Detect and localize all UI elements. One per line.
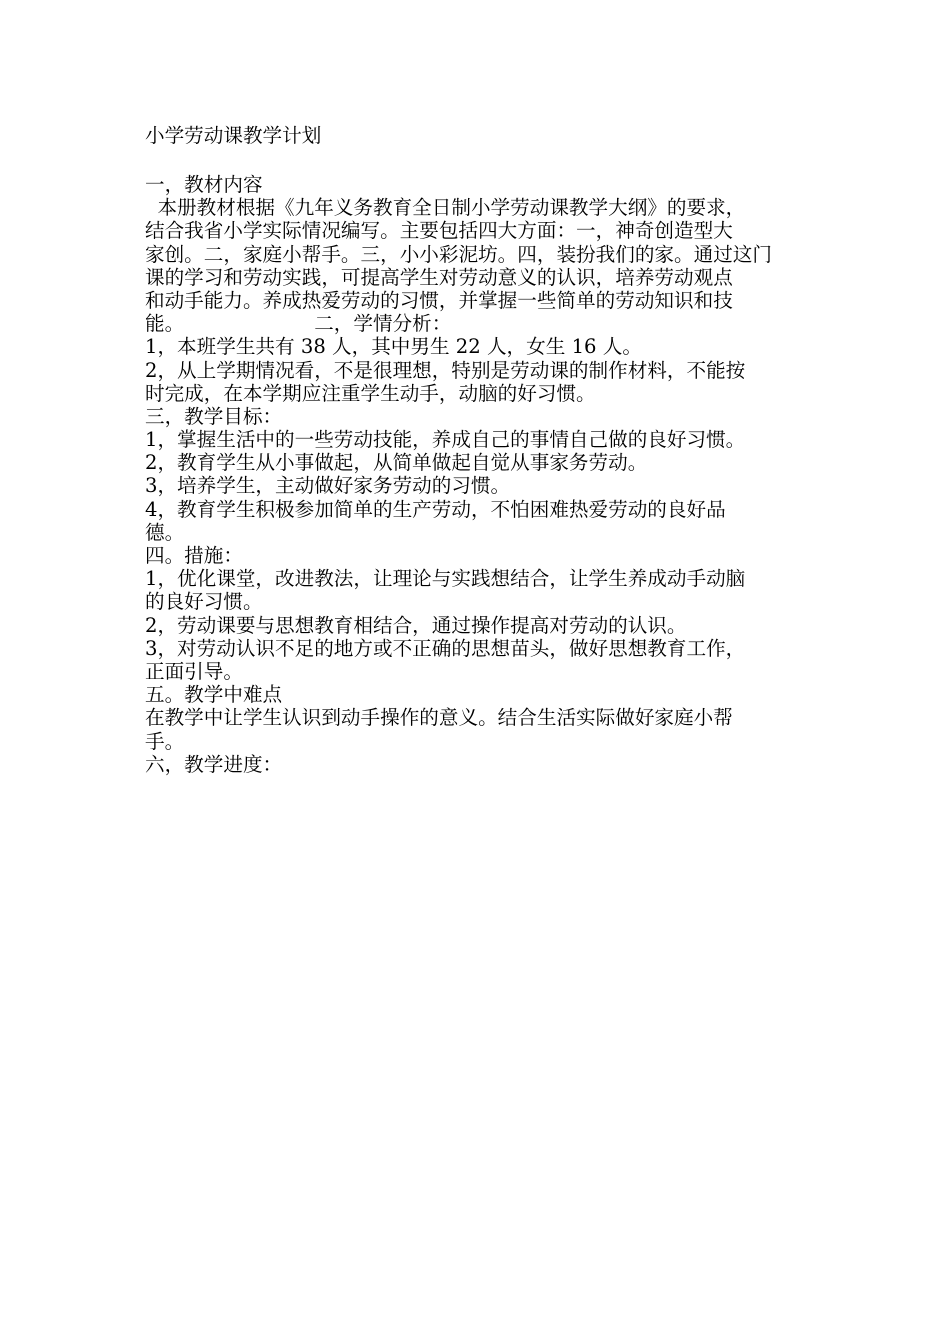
measure-line-5: 正面引导。	[145, 659, 243, 683]
intro-line-1: 本册教材根据《九年义务教育全日制小学劳动课教学大纲》的要求，	[145, 196, 746, 220]
section-heading-student-analysis: 二，学情分析：	[314, 312, 452, 336]
title-spacer	[145, 149, 810, 173]
intro-line-4: 课的学习和劳动实践，可提高学生对劳动意义的认识，培养劳动观点	[145, 265, 733, 289]
measure-line-3: 2，劳动课要与思想教育相结合，通过操作提高对劳动的认识。	[145, 613, 687, 637]
analysis-line-3: 时完成，在本学期应注重学生动手，动脑的好习惯。	[145, 381, 596, 405]
document-page	[145, 122, 810, 776]
goal-line-1: 1，掌握生活中的一些劳动技能，养成自己的事情自己做的良好习惯。	[145, 428, 746, 452]
intro-line-3: 家创。二，家庭小帮手。三，小小彩泥坊。四，装扮我们的家。通过这门	[145, 242, 772, 266]
section-heading-materials: 一，教材内容	[145, 173, 263, 196]
measure-line-2: 的良好习惯。	[145, 590, 263, 614]
goal-line-5: 德。	[145, 520, 185, 544]
measure-line-4: 3，对劳动认识不足的地方或不正确的思想苗头，做好思想教育工作，	[145, 636, 746, 660]
analysis-line-1: 1，本班学生共有 38 人，其中男生 22 人，女生 16 人。	[145, 335, 642, 359]
difficulty-line-1: 在教学中让学生认识到动手操作的意义。结合生活实际做好家庭小帮	[145, 706, 733, 730]
difficulty-line-2: 手。	[145, 729, 185, 753]
intro-last-line	[145, 312, 810, 335]
goal-line-2: 2，教育学生从小事做起，从简单做起自觉从事家务劳动。	[145, 451, 648, 475]
goal-line-3: 3，培养学生，主动做好家务劳动的习惯。	[145, 474, 511, 498]
section-heading-measures: 四。措施：	[145, 544, 243, 567]
section-heading-goals: 三，教学目标：	[145, 404, 283, 428]
intro-line-5: 和动手能力。养成热爱劳动的习惯，并掌握一些简单的劳动知识和技	[145, 288, 733, 312]
goal-line-4: 4，教育学生积极参加简单的生产劳动，不怕困难热爱劳动的良好品	[145, 497, 726, 521]
measure-line-1: 1，优化课堂，改进教法，让理论与实践想结合，让学生养成动手动脑	[145, 567, 746, 591]
intro-last-text: 能。	[145, 312, 185, 336]
intro-line-2: 结合我省小学实际情况编写。主要包括四大方面：一，神奇创造型大	[145, 219, 733, 243]
section-heading-schedule: 六，教学进度：	[145, 752, 283, 776]
analysis-line-2: 2，从上学期情况看，不是很理想，特别是劳动课的制作材料，不能按	[145, 358, 746, 382]
section-heading-difficulties: 五。教学中难点	[145, 683, 283, 707]
document-title: 小学劳动课教学计划	[145, 124, 322, 147]
